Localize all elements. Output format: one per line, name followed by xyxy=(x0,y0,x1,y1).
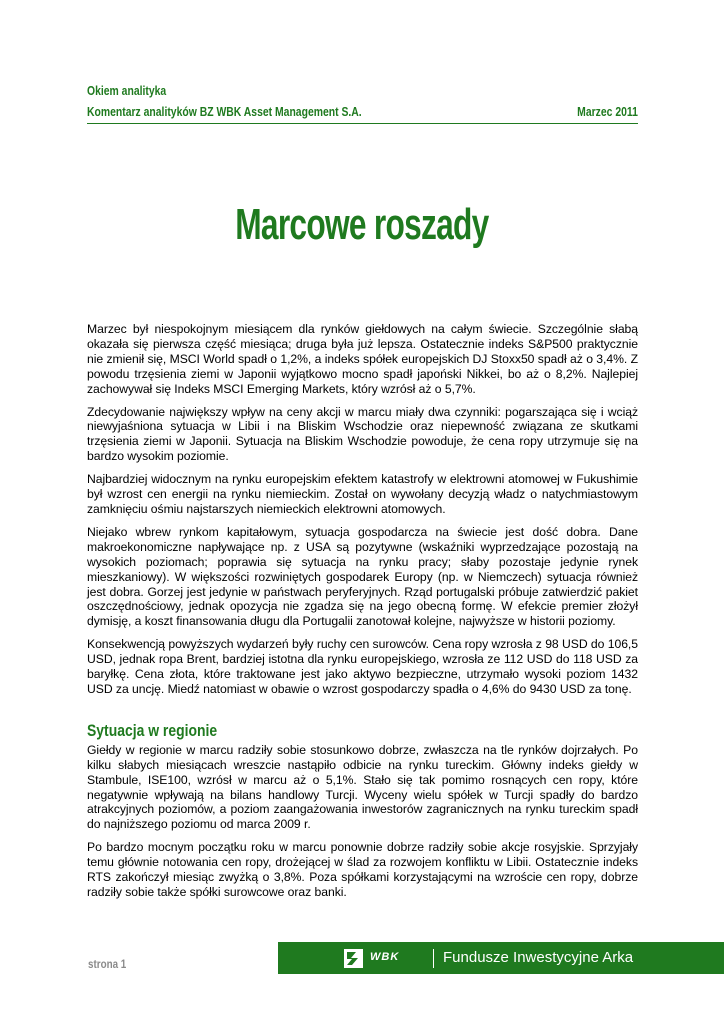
paragraph-3: Najbardziej widocznym na rynku europejskim efektem katastrofy w elektrowni atomowej w Fukushimie był wzrost cen energii na rynku niemieckim. Został on wywołany decyzją władz o natychmiastowym zamknięciu ośmiu najstarszych niemieckich elektrowni atomowych. xyxy=(87,472,638,516)
banner-divider xyxy=(433,949,434,968)
section-paragraph-2: Po bardzo mocnym początku roku w marcu ponownie dobrze radziły sobie akcje rosyjskie. Sprzyjały temu głównie notowania cen ropy, drożejącej w ślad za rozwojem konfliktu w Libii. Ostatecznie indeks RTS zakończył miesiąc zwyżką o 3,8%. Poza spółkami korzystającymi na wzroście cen ropy, dobrze radziły sobie także spółki surowcowe oraz banki. xyxy=(87,840,638,899)
bz-logo-icon xyxy=(344,949,363,968)
page-title-wrap xyxy=(0,200,724,250)
paragraph-2: Zdecydowanie największy wpływ na ceny akcji w marcu miały dwa czynniki: pogarszająca się i wciąż niewyjaśniona sytuacja w Libii i na Bliskim Wschodzie oraz niepewność związana ze skutkami trzęsienia ziemi w Japonii. Sytuacja na Bliskim Wschodzie powoduje, że cena ropy utrzymuje się na bardzo wysokim poziomie. xyxy=(87,404,638,464)
section-paragraph-1: Giełdy w regionie w marcu radziły sobie stosunkowo dobrze, zwłaszcza na tle rynków dojrzałych. Po kilku słabych miesiącach wreszcie nastąpiło odbicie na rynku tureckim. Główny indeks giełdy w Stambule, ISE100, wzrósł w marcu aż o 5,1%. Stało się tak pomimo rosnących cen ropy, które negatywnie wpływają na bilans handlowy Turcji. Wyceny wielu spółek w Turcji spadły do bardzo atrakcyjnych poziomów, a poziom zaangażowania inwestorów zagranicznych na rynku tureckim spadł do najniższego poziomu od marca 2009 r. xyxy=(87,742,638,832)
page-number: strona 1 xyxy=(88,957,127,971)
header-row xyxy=(87,101,638,124)
footer-banner xyxy=(278,942,724,974)
article-body xyxy=(87,322,638,908)
wbk-logo-text: WBK xyxy=(370,951,400,963)
paragraph-5: Konsekwencją powyższych wydarzeń były ruchy cen surowców. Cena ropy wzrosła z 98 USD do 106,5 USD, jednak ropa Brent, bardziej istotna dla rynku europejskiego, wzrosła ze 112 USD do 118 USD za baryłkę. Cena złota, które traktowane jest jako aktywo bezpieczne, utrzymało wysoki poziom 1432 USD za uncję. Miedź natomiast w obawie o wzrost gospodarczy spadła o 4,6% do 9430 USD za tonę. xyxy=(87,637,638,696)
paragraph-1: Marzec był niespokojnym miesiącem dla rynków giełdowych na całym świecie. Szczególnie słabą okazała się pierwsza część miesiąca; druga była już lepsza. Ostatecznie indeks S&P500 praktycznie nie zmienił się, MSCI World spadł o 1,2%, a indeks spółek europejskich DJ Stoxx50 spadł aż o 3,4%. Z powodu trzęsienia ziemi w Japonii wyjątkowo mocno spadł japoński Nikkei, bo aż o 8,2%. Najlepiej zachowywał się Indeks MSCI Emerging Markets, który wzrósł aż o 5,7%. xyxy=(87,322,638,396)
header-subtitle: Komentarz analityków BZ WBK Asset Management S.A. xyxy=(87,104,362,119)
header-date: Marzec 2011 xyxy=(577,104,638,119)
page-title: Marcowe roszady xyxy=(235,200,489,249)
section-heading: Sytuacja w regionie xyxy=(87,720,218,740)
paragraph-4: Niejako wbrew rynkom kapitałowym, sytuacja gospodarcza na świecie jest dość dobra. Dane makroekonomiczne napływające np. z USA są pozytywne (wskaźniki wyprzedzające pozostają na wysokich poziomach; poprawia się sytuacja na rynku pracy; słaby pozostaje jedynie rynek mieszkaniowy). W większości rozwiniętych gospodarek Europy (np. w Niemczech) sytuacja również jest dobra. Gorzej jest jedynie w państwach peryferyjnych. Rząd portugalski próbuje zatwierdzić pakiet oszczędnościowy, jednak opozycja nie zgadza się na jego obecną formę. W efekcie premier złożył dymisję, a koszt finansowania długu dla Portugalii zanotował kolejne, najwyższe w historii poziomy. xyxy=(87,524,638,629)
brand-name: Fundusze Inwestycyjne Arka xyxy=(443,949,634,966)
header-section-label: Okiem analityka xyxy=(87,83,167,98)
